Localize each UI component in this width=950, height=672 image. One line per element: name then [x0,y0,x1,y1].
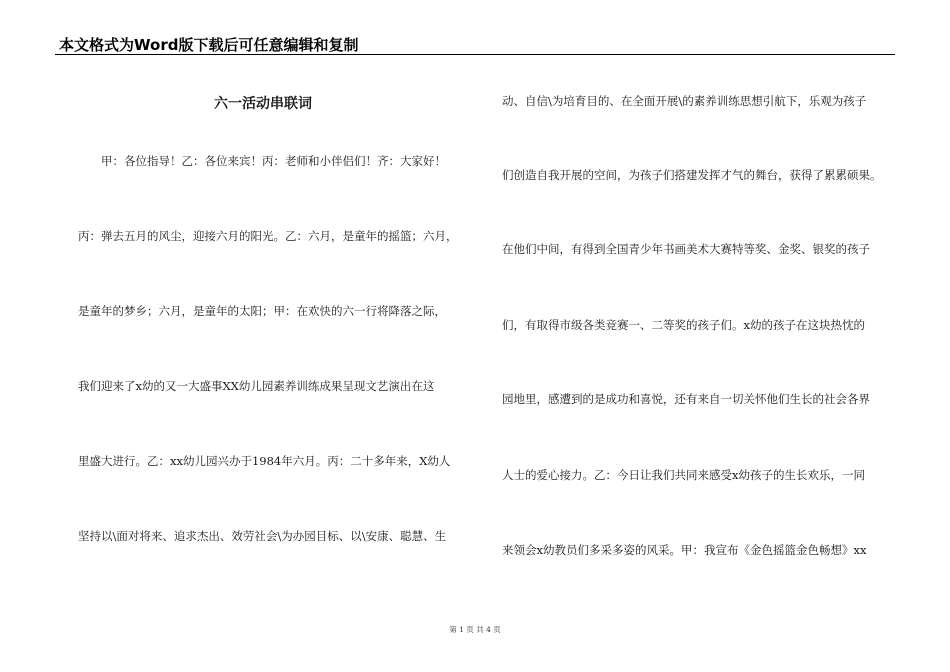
download-banner [55,32,895,55]
paragraph-line: 坚持以\面对将来、追求杰出、效劳社会\为办园目标、以\安康、聪慧、生 [78,529,447,543]
paragraph-line: 来领会x幼教员们多采多姿的风采。甲：我宣布《金色摇篮金色畅想》xx [502,543,867,557]
paragraph-line: 动、自信\为培育目的、在全面开展\的素养训练思想引航下，乐观为孩子 [502,94,867,108]
paragraph-line: 人士的爱心接力。乙：今日让我们共同来感受x幼孩子的生长欢乐，一同 [502,468,865,482]
paragraph-line: 丙：弹去五月的风尘，迎接六月的阳光。乙：六月，是童年的摇篮；六月， [78,229,458,243]
document-title: 六一活动串联词 [214,96,312,112]
paragraph-line: 们，有取得市级各类竞赛一、二等奖的孩子们。x幼的孩子在这块热忱的 [502,318,865,332]
paragraph-line: 在他们中间，有得到全国青少年书画美术大赛特等奖、金奖、银奖的孩子 [502,242,870,256]
paragraph-line: 们创造自我开展的空间，为孩子们搭建发挥才气的舞台，获得了累累硕果。 [502,168,882,182]
paragraph-line: 园地里，感遭到的是成功和喜悦，还有来自一切关怀他们生长的社会各界 [502,392,870,406]
paragraph-line: 是童年的梦乡；六月，是童年的太阳；甲：在欢快的六一行将降落之际， [78,304,446,318]
paragraph-line: 里盛大进行。乙：xx幼儿园兴办于1984年六月。丙：二十多年来，X幼人 [78,454,451,468]
banner-text: 本文格式为Word版下载后可任意编辑和复制 [59,36,359,54]
paragraph-line: 我们迎来了x幼的又一大盛事XX幼儿园素养训练成果呈现文艺演出在这 [78,379,435,393]
paragraph-line: 甲：各位指导！乙：各位来宾！丙：老师和小伴侣们！齐：大家好！ [78,154,446,168]
page-number: 第 1 页 共 4 页 [449,625,501,634]
